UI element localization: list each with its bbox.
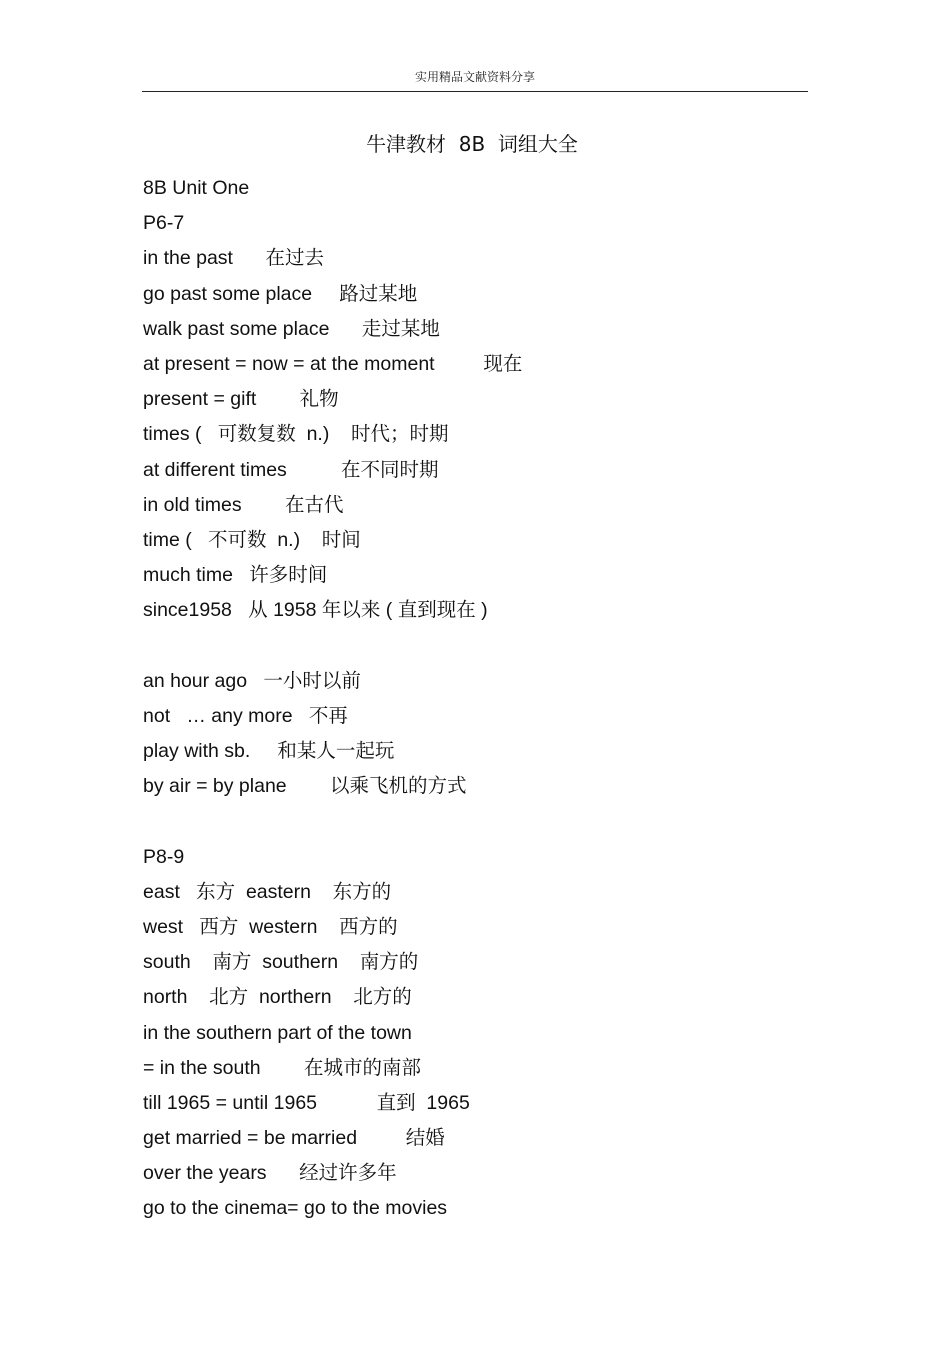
phrase-line: at different times 在不同时期	[143, 458, 439, 481]
header-divider	[142, 91, 808, 92]
phrase-line: go past some place 路过某地	[143, 282, 418, 305]
blank-line	[143, 633, 843, 668]
blank-line	[143, 809, 843, 844]
phrase-line: present = gift 礼物	[143, 388, 339, 411]
phrase-line: west 西方 western 西方的	[143, 915, 398, 938]
phrase-line: at present = now = at the moment 现在	[143, 352, 523, 375]
page-header: 实用精品文献资料分享	[414, 70, 535, 84]
phrase-line: play with sb. 和某人一起玩	[143, 740, 395, 762]
phrase-line: an hour ago 一小时以前	[143, 669, 361, 692]
phrase-line: much time 许多时间	[143, 564, 328, 587]
phrase-line: = in the south 在城市的南部	[143, 1056, 421, 1079]
page-range-label: P6-7	[143, 212, 185, 235]
phrase-line: get married = be married 结婚	[143, 1127, 445, 1150]
phrase-line: in old times 在古代	[143, 493, 344, 516]
phrase-line: till 1965 = until 1965 直到 1965	[143, 1091, 470, 1114]
section-heading: 8B Unit One	[143, 177, 250, 199]
phrase-line: over the years 经过许多年	[143, 1162, 397, 1185]
phrase-line: in the past 在过去	[143, 247, 324, 270]
phrase-line: time ( 不可数 n.) 时间	[143, 528, 361, 551]
phrase-list	[143, 176, 843, 1232]
phrase-line: not … any more 不再	[143, 704, 348, 727]
phrase-line: south 南方 southern 南方的	[143, 951, 419, 974]
phrase-line: times ( 可数复数 n.) 时代；时期	[143, 423, 449, 446]
phrase-line: go to the cinema= go to the movies	[143, 1197, 448, 1220]
phrase-line: in the southern part of the town	[143, 1021, 412, 1044]
phrase-line: north 北方 northern 北方的	[143, 986, 412, 1009]
phrase-line: by air = by plane 以乘飞机的方式	[143, 775, 467, 798]
phrase-line: east 东方 eastern 东方的	[143, 880, 392, 903]
page-range-label: P8-9	[143, 845, 185, 868]
phrase-line: walk past some place 走过某地	[143, 317, 440, 340]
document-title: 牛津教材 8B 词组大全	[366, 132, 578, 156]
phrase-line: since1958 从 1958 年以来 ( 直到现在 )	[143, 599, 488, 622]
